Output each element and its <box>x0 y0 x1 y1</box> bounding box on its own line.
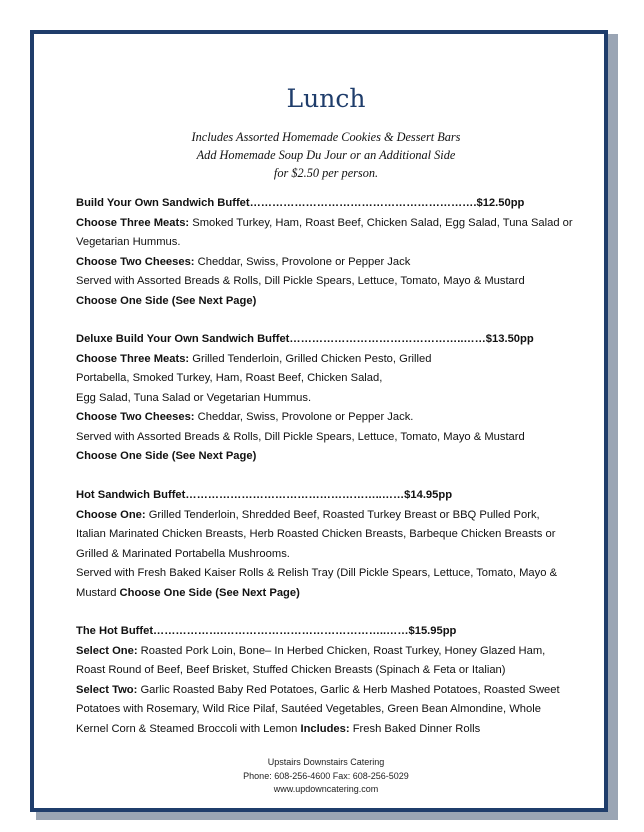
side-line: Choose One Side (See Next Page) <box>76 294 257 307</box>
section-heading: Hot Sandwich Buffet……………………………………………..……$14.95pp <box>76 489 453 501</box>
meats-line-2: Vegetarian Hummus. <box>76 236 181 248</box>
website: www.updowncatering.com <box>273 784 379 794</box>
side-label: Choose One Side (See Next Page) <box>116 586 300 599</box>
intro-line: Add Homemade Soup Du Jour or an Additional Side <box>196 148 456 162</box>
company-name: Upstairs Downstairs Catering <box>267 757 385 767</box>
cheese-label: Choose Two Cheeses: <box>76 255 195 268</box>
includes-label: Includes: <box>297 722 350 735</box>
cheese-text: Cheddar, Swiss, Provolone or Pepper Jack. <box>194 411 414 423</box>
section-heading: Build Your Own Sandwich Buffet…………………………………………………….$12.50pp <box>76 197 525 209</box>
choose-line-2: Italian Marinated Chicken Breasts, Herb Roasted Chicken Breasts, Barbeque Chicken Breasts or <box>76 528 556 540</box>
meats-text: Smoked Turkey, Ham, Roast Beef, Chicken Salad, Egg Salad, Tuna Salad or <box>189 216 573 229</box>
cheese-line <box>76 408 586 428</box>
cheese-label: Choose Two Cheeses: <box>76 411 195 423</box>
cheese-line <box>76 253 586 273</box>
select-two-label: Select Two: <box>76 683 138 696</box>
meats-label: Choose Three Meats: <box>76 352 190 365</box>
page-title: Lunch <box>286 84 366 113</box>
section-hot-sandwich <box>76 486 586 603</box>
includes-text: Fresh Baked Dinner Rolls <box>349 722 481 735</box>
page-border <box>30 30 608 812</box>
choose-line <box>76 506 586 526</box>
section-heading: The Hot Buffet……………….……………………………………..……$15.95pp <box>76 625 457 637</box>
side-line: Choose One Side (See Next Page) <box>76 450 257 462</box>
select-one-line <box>76 642 586 662</box>
select-one-label: Select One: <box>76 644 138 657</box>
intro-line: Includes Assorted Homemade Cookies & Dessert Bars <box>191 130 461 144</box>
meats-line <box>76 214 586 234</box>
meats-line-2: Portabella, Smoked Turkey, Ham, Roast Beef, Chicken Salad, <box>76 372 383 384</box>
choose-line-3: Grilled & Marinated Portabella Mushrooms. <box>76 547 290 560</box>
served-line: Served with Assorted Breads & Rolls, Dill Pickle Spears, Lettuce, Tomato, Mayo & Mustard <box>76 275 525 287</box>
section-heading: Deluxe Build Your Own Sandwich Buffet………………………………………..……$13.50pp <box>76 333 534 345</box>
choose-text: Grilled Tenderloin, Shredded Beef, Roasted Turkey Breast or BBQ Pulled Pork, <box>145 508 540 521</box>
section-hot-buffet <box>76 622 586 739</box>
select-one-line-2: Roast Round of Beef, Beef Brisket, Stuffed Chicken Breasts (Spinach & Feta or Italian) <box>76 664 506 676</box>
section-build-your-own <box>76 194 586 311</box>
meats-label: Choose Three Meats: <box>76 216 190 229</box>
served-line: Served with Fresh Baked Kaiser Rolls & Relish Tray (Dill Pickle Spears, Lettuce, Tomato, Mayo & <box>76 567 558 579</box>
section-deluxe <box>76 330 586 467</box>
select-two-line <box>76 681 586 701</box>
served-line: Served with Assorted Breads & Rolls, Dill Pickle Spears, Lettuce, Tomato, Mayo & Mustard <box>76 430 525 443</box>
select-one-text: Roasted Pork Loin, Bone– In Herbed Chicken, Roast Turkey, Honey Glazed Ham, <box>137 644 546 657</box>
served-line-2 <box>76 584 586 604</box>
meats-line-3: Egg Salad, Tuna Salad or Vegetarian Hummus. <box>76 391 312 404</box>
choose-label: Choose One: <box>76 508 146 521</box>
cheese-text: Cheddar, Swiss, Provolone or Pepper Jack <box>194 255 411 268</box>
intro-note <box>76 128 576 182</box>
footer-contact <box>76 756 576 797</box>
select-two-text: Garlic Roasted Baby Red Potatoes, Garlic & Herb Mashed Potatoes, Roasted Sweet <box>137 683 560 696</box>
phone-fax: Phone: 608-256-4600 Fax: 608-256-5029 <box>243 770 409 781</box>
select-two-line-2: Potatoes with Rosemary, Wild Rice Pilaf, Sautéed Vegetables, Green Bean Almondine, Whole <box>76 703 541 715</box>
meats-line <box>76 350 586 370</box>
meats-text: Grilled Tenderloin, Grilled Chicken Pesto, Grilled <box>189 352 432 365</box>
served-text: Mustard <box>76 586 117 599</box>
select-two-text-3: Kernel Corn & Steamed Broccoli with Lemon <box>76 722 298 735</box>
select-two-line-3 <box>76 720 586 740</box>
intro-line: for $2.50 per person. <box>273 166 379 180</box>
